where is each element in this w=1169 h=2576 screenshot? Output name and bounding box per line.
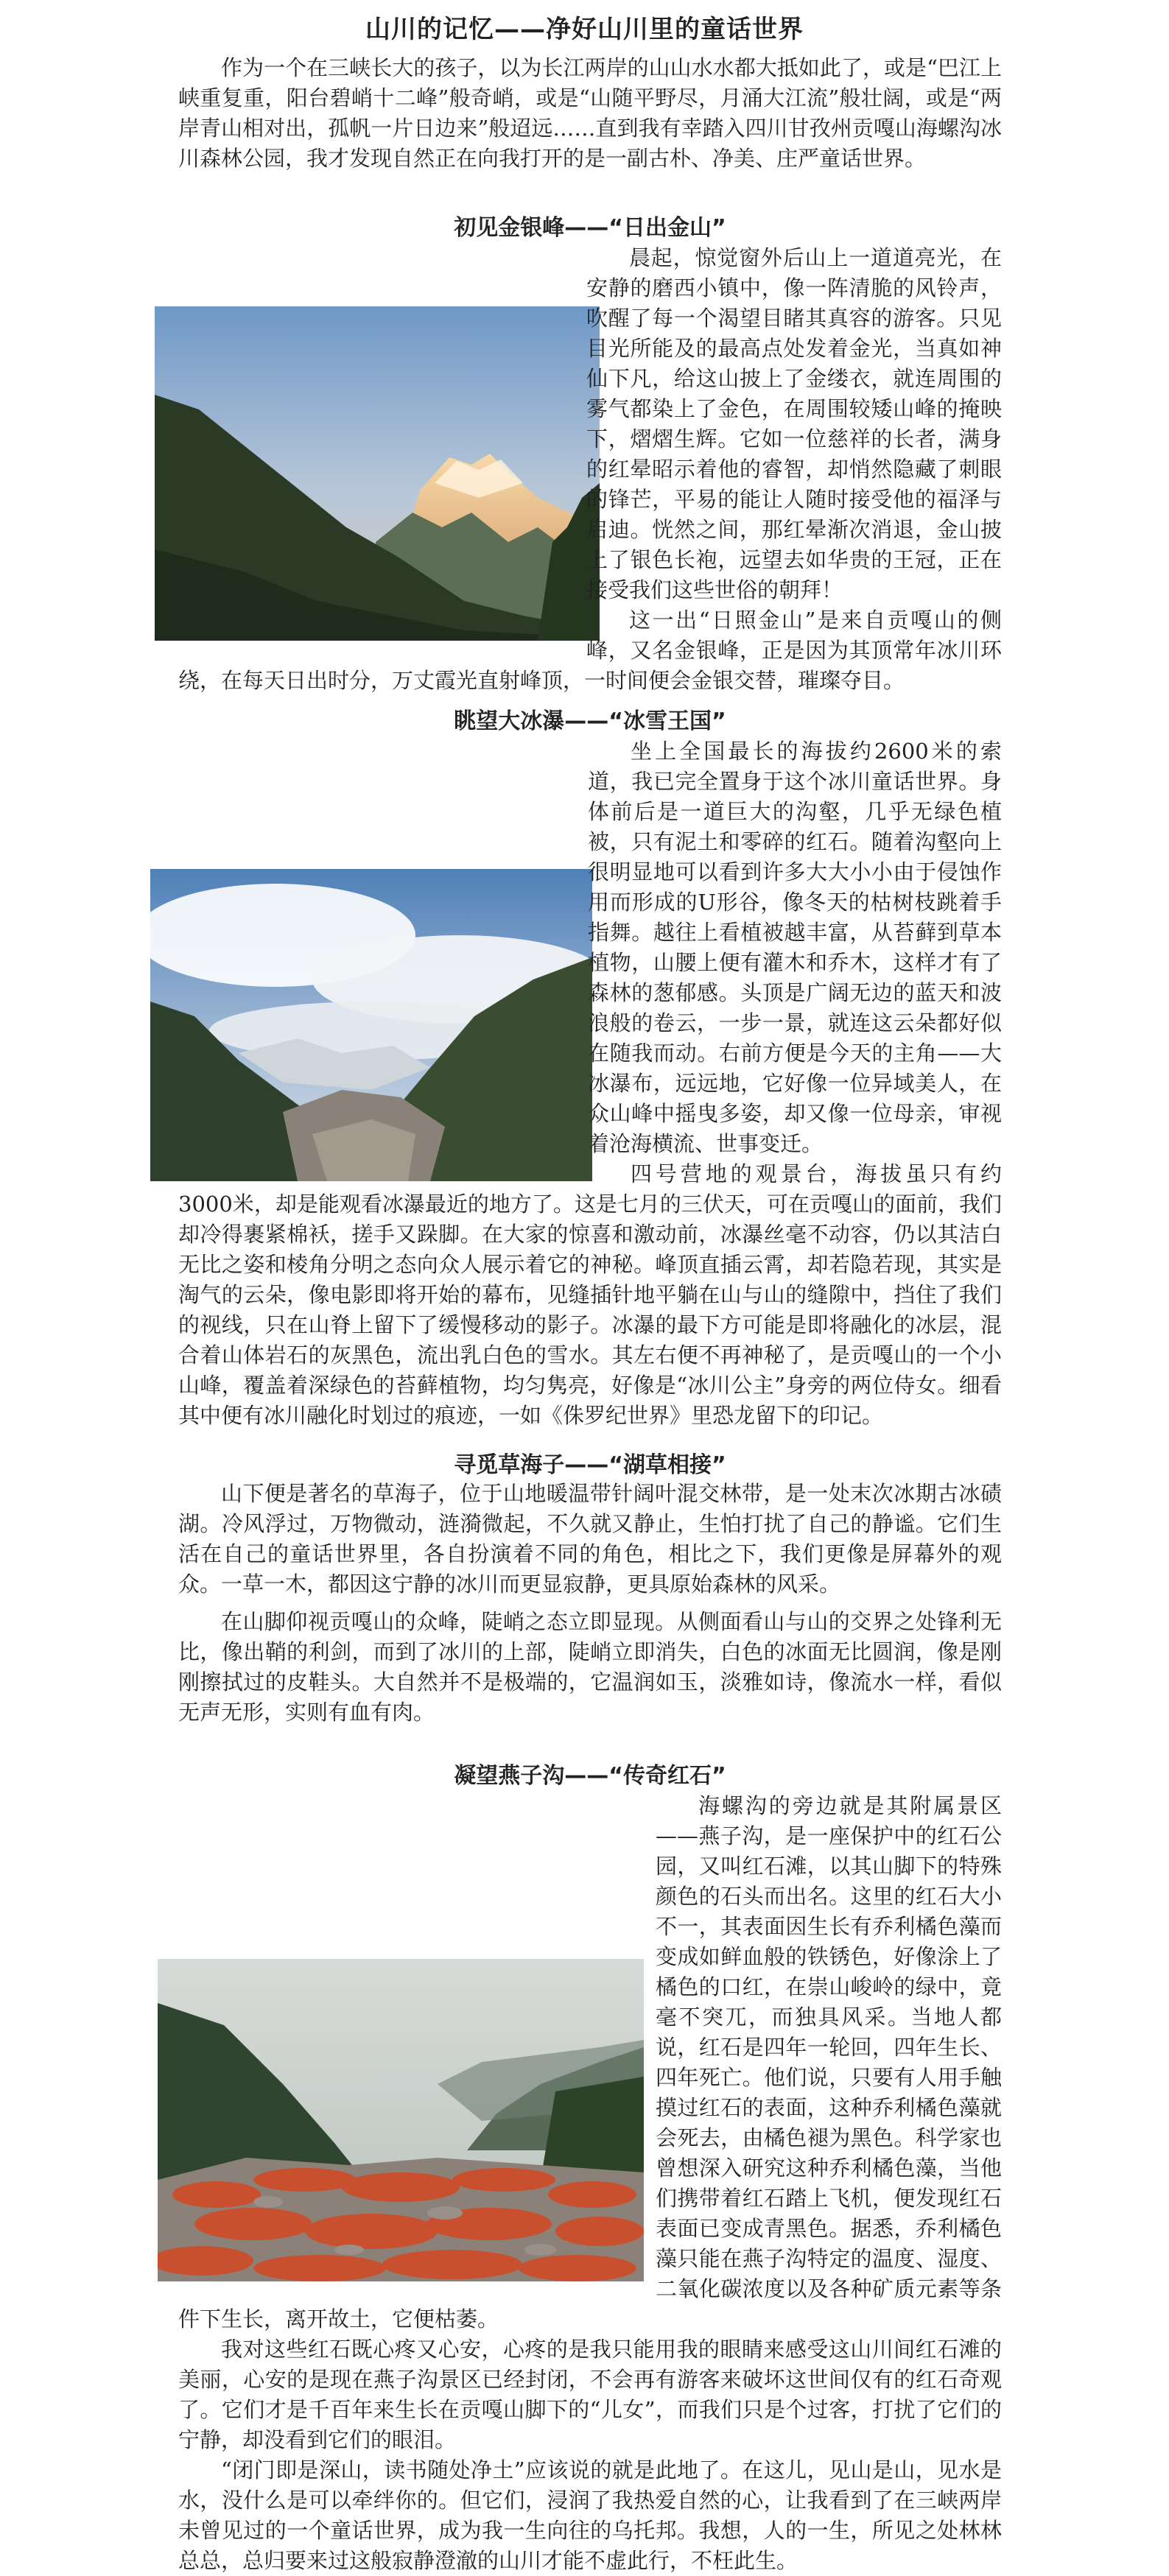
article-title: 山川的记忆——净好山川里的童话世界 — [365, 15, 804, 44]
intro-block — [178, 53, 1002, 174]
section-heading-golden-peak: 初见金银峰——“日出金山” — [454, 215, 726, 241]
section4-paragraph-1 — [178, 1791, 1002, 2334]
section3-text — [178, 1479, 1002, 1728]
section1-text — [178, 243, 1002, 696]
section1-paragraph-2: 这一出“日照金山”是来自贡嘎山的侧峰，又名金银峰，正是因为其顶常年冰川环绕，在每天日出时分，万丈霞光直射峰顶，一时间便会金银交替，璀璨夺目。 — [178, 608, 1002, 693]
intro-paragraph: 作为一个在三峡长大的孩子，以为长江两岸的山山水水都大抵如此了，或是“巴江上峡重复重，阳台碧峭十二峰”般奇峭，或是“山随平野尽，月涌大江流”般壮阔，或是“两岸青山相对出，孤帆一片日边来”般迢远……直到我有幸踏入四川甘孜州贡嘎山海螺沟冰川森林公园，我才发现自然正在向我打开的是一副古朴、净美、庄严童话世界。 — [178, 55, 1002, 171]
section2-paragraph-1 — [178, 736, 1002, 1159]
section2-text — [178, 736, 1002, 1431]
section4-paragraph-1-text: 海螺沟的旁边就是其附属景区——燕子沟，是一座保护中的红石公园，又叫红石滩，以其山脚下的特殊颜色的石头而出名。这里的红石大小不一，其表面因生长有乔利橘色藻而变成如鲜血般的铁锈色，好像涂上了橘色的口红，在崇山峻岭的绿中，竟毫不突兀，而独具风采。当地人都说，红石是四年一轮回，四年生长、四年死亡。他们说，只要有人用手触摸过红石的表面，这种乔利橘色藻就会死去，由橘色褪为黑色。科学家也曾想深入研究这种乔利橘色藻，当他们携带着红石踏上飞机，便发现红石表面已变成青黑色。据悉，乔利橘色藻只能在燕子沟特定的温度、湿度、二氧化碳浓度以及各种矿质元素等条件下生长，离开故土，它便枯萎。 — [178, 1793, 1002, 2332]
section-heading-red-stones: 凝望燕子沟——“传奇红石” — [454, 1763, 726, 1789]
section-heading-ice-fall: 眺望大冰瀑——“冰雪王国” — [454, 708, 726, 734]
photo-float-spacer-4 — [158, 1959, 644, 2281]
section2-paragraph-2: 四号营地的观景台，海拔虽只有约3000米，却是能观看冰瀑最近的地方了。这是七月的三伏天，可在贡嘎山的面前，我们却冷得裹紧棉袄，搓手又跺脚。在大家的惊喜和激动前，冰瀑丝毫不动容，仍以其洁白无比之姿和棱角分明之态向众人展示着它的神秘。峰顶直插云霄，却若隐若现，其实是淘气的云朵，像电影即将开始的幕布，见缝插针地平躺在山与山的缝隙中，挡住了我们的视线，只在山脊上留下了缓慢移动的影子。冰瀑的最下方可能是即将融化的冰层，混合着山体岩石的灰黑色，流出乳白色的雪水。其左右便不再神秘了，是贡嘎山的一个小山峰，覆盖着深绿色的苔藓植物，均匀隽亮，好像是“冰川公主”身旁的两位侍女。细看其中便有冰川融化时划过的痕迹，一如《侏罗纪世界》里恐龙留下的印记。 — [178, 1161, 1002, 1428]
section-heading-grass-lake: 寻觅草海子——“湖草相接” — [454, 1452, 726, 1478]
section3-paragraph-2: 在山脚仰视贡嘎山的众峰，陡峭之态立即显现。从侧面看山与山的交界之处锋利无比，像出鞘的利剑，而到了冰川的上部，陡峭立即消失，白色的冰面无比圆润，像是刚刚擦拭过的皮鞋头。大自然并不是极端的，它温润如玉，淡雅如诗，像流水一样，看似无声无形，实则有血有肉。 — [178, 1609, 1002, 1725]
section3-paragraph-1: 山下便是著名的草海子，位于山地暖温带针阔叶混交林带，是一处末次冰期古冰碛湖。冷风浮过，万物微动，涟漪微起，不久就又静止，生怕打扰了自己的静谧。它们生活在自己的童话世界里，各自扮演着不同的角色，相比之下，我们更像是屏幕外的观众。一草一木，都因这宁静的冰川而更显寂静，更具原始森林的风采。 — [178, 1481, 1002, 1597]
section4-paragraph-3: “闭门即是深山，读书随处净土”应该说的就是此地了。在这儿，见山是山，见水是水，没什么是可以牵绊你的。但它们，浸润了我热爱自然的心，让我看到了在三峡两岸未曾见过的一个童话世界，成为我一生向往的乌托邦。我想，人的一生，所见之处林林总总，总归要来过这般寂静澄澈的山川才能不虚此行，不枉此生。 — [178, 2457, 1002, 2573]
section2-paragraph-1-text: 坐上全国最长的海拔约2600米的索道，我已完全置身于这个冰川童话世界。身体前后是一道巨大的沟壑，几乎无绿色植被，只有泥土和零碎的红石。随着沟壑向上很明显地可以看到许多大大小小由于侵蚀作用而形成的U形谷，像冬天的枯树枝跳着手指舞。越往上看植被越丰富，从苔藓到草本植物，山腰上便有灌木和乔木，这样才有了森林的葱郁感。头顶是广阔无边的蓝天和波浪般的卷云，一步一景，就连这云朵都好似在随我而动。右前方便是今天的主角——大冰瀑布，远远地，它好像一位异域美人，在众山峰中摇曳多姿，却又像一位母亲，审视着沧海横流、世事变迁。 — [588, 739, 1002, 1156]
section4-paragraph-2: 我对这些红石既心疼又心安，心疼的是我只能用我的眼睛来感受这山川间红石滩的美丽，心安的是现在燕子沟景区已经封闭，不会再有游客来破坏这世间仅有的红石奇观了。它们才是千百年来生长在贡嘎山脚下的“儿女”，而我们只是个过客，打扰了它们的宁静，却没看到它们的眼泪。 — [178, 2337, 1002, 2452]
photo-float-spacer-1 — [155, 243, 586, 641]
photo-float-spacer-2 — [150, 857, 578, 1169]
section1-paragraph-1: 晨起，惊觉窗外后山上一道道亮光，在安静的磨西小镇中，像一阵清脆的风铃声，吹醒了每一个渴望目睹其真容的游客。只见目光所能及的最高点处发着金光，当真如神仙下凡，给这山披上了金缕衣，就连周围的雾气都染上了金色，在周围较矮山峰的掩映下，熠熠生辉。它如一位慈祥的长者，满身的红晕昭示着他的睿智，却悄然隐藏了刺眼的锋芒，平易的能让人随时接受他的福泽与启迪。恍然之间，那红晕渐次消退，金山披上了银色长袍，远望去如华贵的王冠，正在接受我们这些世俗的朝拜！ — [586, 245, 1002, 602]
section4-text — [178, 1791, 1002, 2576]
